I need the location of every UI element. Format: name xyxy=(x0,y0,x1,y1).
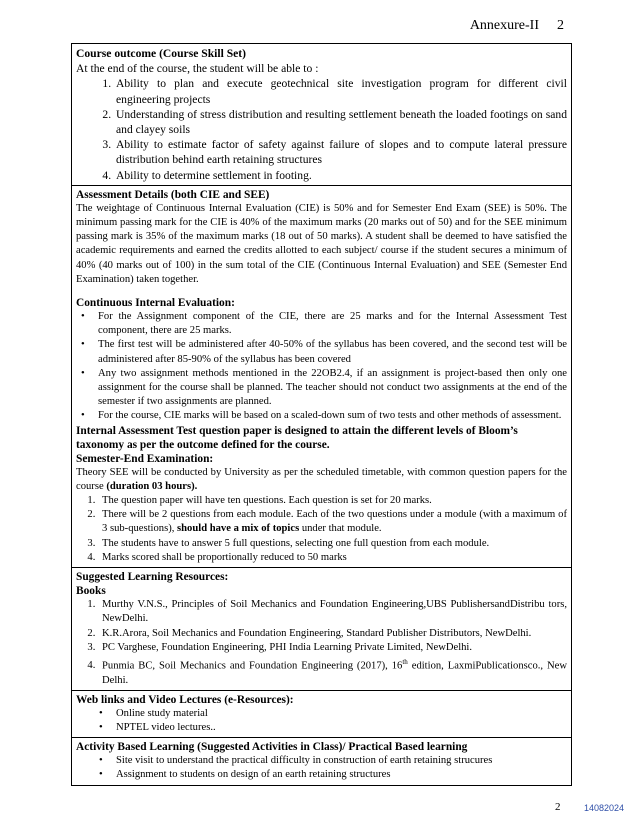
assessment-heading: Assessment Details (both CIE and SEE) xyxy=(76,188,270,201)
weblinks-heading: Web links and Video Lectures (e-Resources): xyxy=(76,693,294,706)
footer-code: 14082024 xyxy=(584,803,625,813)
list-item: 4. Punmia BC, Soil Mechanics and Foundation Engineering (2017), 16th edition, LaxmiPublicationsco., New Delhi. xyxy=(98,655,567,688)
activity-heading: Activity Based Learning (Suggested Activities in Class)/ Practical Based learning xyxy=(76,741,468,754)
list-item: 1. Ability to plan and execute geotechnical site investigation program for different civil engineering projects xyxy=(114,76,567,106)
list-item: 2. Understanding of stress distribution and resulting settlement beneath the loaded footings on sand and clayey soils xyxy=(114,107,567,137)
course-outcome-intro: At the end of the course, the student will be able to : xyxy=(76,62,319,76)
list-item: • For the Assignment component of the CIE, there are 25 marks and for the Internal Assessment Test component, there are 25 marks. xyxy=(96,310,567,338)
course-outcome-section xyxy=(72,44,571,186)
assessment-section xyxy=(72,186,571,568)
list-item: • NPTEL video lectures.. xyxy=(114,721,567,735)
list-item: 4. Ability to determine settlement in footing. xyxy=(114,168,567,183)
list-item: • Assignment to students on design of an earth retaining structures xyxy=(114,768,567,782)
course-outcome-heading: Course outcome (Course Skill Set) xyxy=(76,47,247,60)
list-item: • The first test will be administered after 40-50% of the syllabus has been covered, and the second test will be administered after 85-90% of the syllabus has been covered xyxy=(96,338,567,366)
list-item: 1. The question paper will have ten questions. Each question is set for 20 marks. xyxy=(98,494,567,508)
resources-section xyxy=(72,568,571,691)
header-page-number: 2 xyxy=(557,18,564,33)
list-item: • Site visit to understand the practical difficulty in construction of earth retaining strucures xyxy=(114,754,567,768)
list-item: 2. K.R.Arora, Soil Mechanics and Foundation Engineering, Standard Publisher Distributors, NewDelhi. xyxy=(98,627,567,641)
cie-heading: Continuous Internal Evaluation: xyxy=(76,297,235,310)
books-list xyxy=(76,598,567,688)
cie-list xyxy=(76,310,567,424)
resources-heading: Suggested Learning Resources: xyxy=(76,571,229,584)
iat-note: Internal Assessment Test question paper is designed to attain the different levels of Bloom’s taxonomy as per the outcome defined for the course. xyxy=(76,424,518,451)
list-item: 3. Ability to estimate factor of safety against failure of slopes and to compute lateral pressure distribution behind earth retaining structures xyxy=(114,137,567,167)
see-heading: Semester-End Examination: xyxy=(76,452,214,465)
see-list xyxy=(76,494,567,565)
activity-section xyxy=(72,738,571,784)
syllabus-table xyxy=(71,43,572,786)
list-item: 3. The students have to answer 5 full questions, selecting one full question from each module. xyxy=(98,537,567,551)
see-intro: Theory SEE will be conducted by University as per the scheduled timetable, with common question papers for the course (duration 03 hours). xyxy=(76,466,567,492)
weblinks-list xyxy=(76,707,567,735)
list-item: 1. Murthy V.N.S., Principles of Soil Mechanics and Foundation Engineering,UBS PublishersandDistribu tors, NewDelhi. xyxy=(98,598,567,626)
list-item: • Online study material xyxy=(114,707,567,721)
list-item: 4. Marks scored shall be proportionally reduced to 50 marks xyxy=(98,551,567,565)
assessment-paragraph: The weightage of Continuous Internal Evaluation (CIE) is 50% and for Semester End Exam (SEE) is 50%. The minimum passing mark for the CIE is 40% of the maximum marks (20 marks out of 50) and for the SEE minimum passing mark is 35% of the maximum marks (18 out of 50 marks). A student shall be deemed to have satisfied the academic requirements and earned the credits allotted to each subject/ course if the student secures a minimum of 40% (40 marks out of 100) in the sum total of the CIE (Continuous Internal Evaluation) and SEE (Semester End Examination) taken together. xyxy=(76,202,567,285)
list-item: • For the course, CIE marks will be based on a scaled-down sum of two tests and other methods of assessment. xyxy=(96,409,567,423)
list-item: • Any two assignment methods mentioned in the 22OB2.4, if an assignment is project-based then only one assignment for the course shall be planned. The teacher should not conduct two assignments at the end of the semester if two assignments are planned. xyxy=(96,367,567,410)
activity-list xyxy=(76,754,567,782)
see-duration: (duration 03 hours). xyxy=(106,480,198,492)
course-outcome-list xyxy=(76,76,567,182)
annexure-label: Annexure-II xyxy=(469,18,539,33)
page-header xyxy=(470,18,564,34)
list-item: 3. PC Varghese, Foundation Engineering, PHI India Learning Private Limited, NewDelhi. xyxy=(98,641,567,655)
books-heading: Books xyxy=(76,585,106,598)
list-item: 2. There will be 2 questions from each module. Each of the two questions under a module (with a maximum of 3 sub-questions), should have a mix of topics under that module. xyxy=(98,508,567,536)
weblinks-section xyxy=(72,691,571,738)
footer-page-number: 2 xyxy=(555,801,561,813)
